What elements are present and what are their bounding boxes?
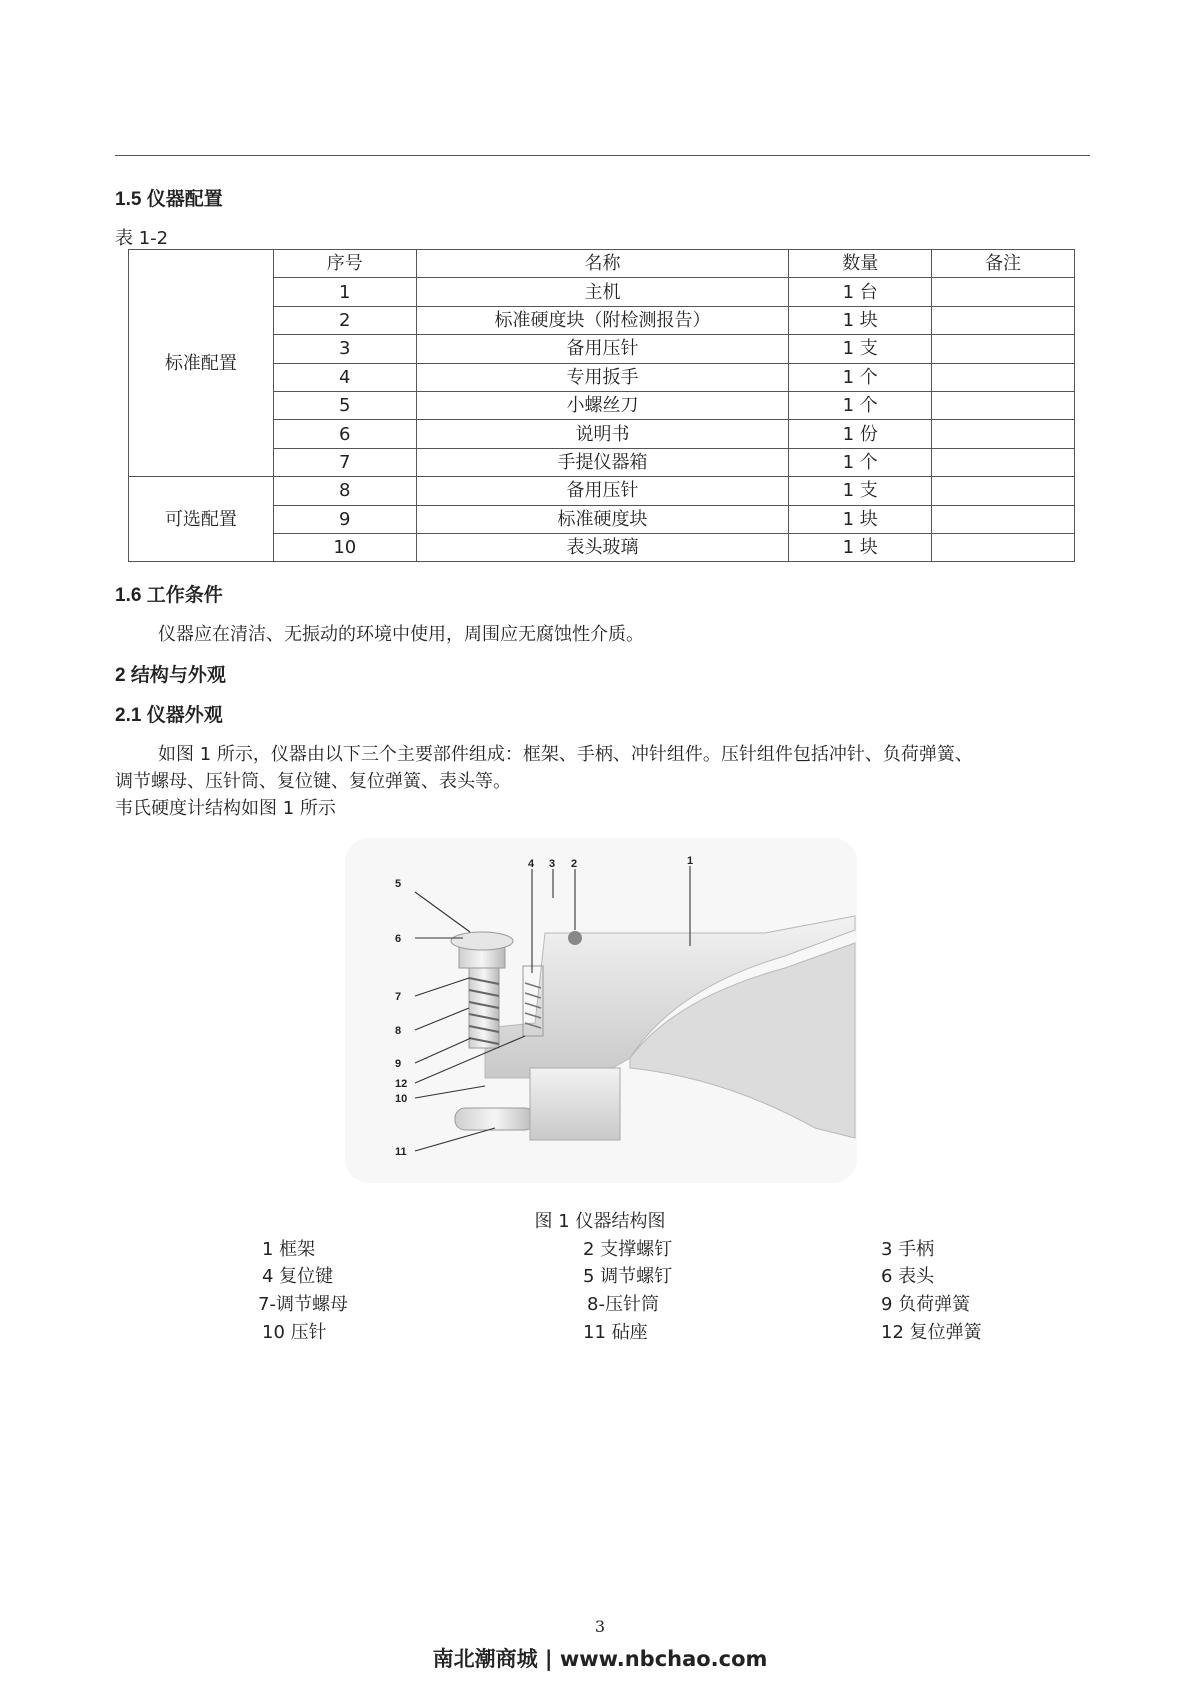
callout-label: 4: [528, 858, 535, 870]
cell-no: 8: [273, 477, 416, 505]
hardness-tester-figure: [345, 838, 857, 1183]
cell-qty: 1 份: [789, 420, 932, 448]
callout-label: 2: [571, 858, 578, 870]
frame-base: [530, 1068, 620, 1140]
cell-no: 4: [273, 363, 416, 391]
legend-item: 3 手柄: [881, 1239, 935, 1260]
cell-no: 3: [273, 335, 416, 363]
cell-name: 备用压针: [416, 335, 789, 363]
cell-no: 7: [273, 448, 416, 476]
cell-no: 5: [273, 391, 416, 419]
legend-item: 1 框架: [262, 1239, 316, 1260]
cell-no: 10: [273, 533, 416, 561]
header-cell: 备注: [932, 250, 1075, 278]
anvil: [455, 1108, 535, 1130]
header-rule: [115, 155, 1090, 156]
section-2-1-heading: 2.1 仪器外观: [115, 705, 223, 726]
footer-site-link[interactable]: 南北潮商城 | www.nbchao.com: [432, 1647, 768, 1671]
callout-label: 1: [687, 855, 694, 867]
cell-qty: 1 个: [789, 391, 932, 419]
callout-label: 11: [395, 1146, 407, 1158]
callout-label: 7: [395, 991, 402, 1003]
group-cell-optional: 可选配置: [129, 477, 274, 562]
cell-note: [932, 306, 1075, 334]
cell-name: 表头玻璃: [416, 533, 789, 561]
legend-item: 6 表头: [881, 1266, 935, 1287]
table-caption: 表 1-2: [115, 228, 169, 249]
cell-qty: 1 支: [789, 335, 932, 363]
section-1-5-heading: 1.5 仪器配置: [115, 189, 223, 210]
cell-name: 手提仪器箱: [416, 448, 789, 476]
cell-note: [932, 278, 1075, 306]
cell-note: [932, 505, 1075, 533]
legend-item: 7-调节螺母: [258, 1294, 348, 1315]
cell-qty: 1 个: [789, 448, 932, 476]
cell-note: [932, 477, 1075, 505]
table-header-row: [129, 250, 1075, 278]
cell-no: 1: [273, 278, 416, 306]
cell-qty: 1 块: [789, 306, 932, 334]
cell-qty: 1 个: [789, 363, 932, 391]
callout-label: 9: [395, 1058, 402, 1070]
cell-qty: 1 块: [789, 505, 932, 533]
cell-qty: 1 块: [789, 533, 932, 561]
cell-no: 9: [273, 505, 416, 533]
legend-item: 12 复位弹簧: [881, 1322, 982, 1343]
header-cell: 数量: [789, 250, 932, 278]
adjust-screw-top: [451, 932, 513, 950]
legend-item: 4 复位键: [262, 1266, 334, 1287]
legend-item: 11 砧座: [583, 1322, 648, 1343]
cell-no: 6: [273, 420, 416, 448]
config-table: [128, 249, 1075, 562]
group-cell-standard: 标准配置: [129, 250, 274, 477]
cell-name: 小螺丝刀: [416, 391, 789, 419]
cell-note: [932, 420, 1075, 448]
callout-label: 5: [395, 878, 402, 890]
callout-label: 8: [395, 1025, 402, 1037]
table-row: [129, 477, 1075, 505]
cell-name: 专用扳手: [416, 363, 789, 391]
callout-label: 12: [395, 1078, 408, 1090]
paragraph-line: 如图 1 所示，仪器由以下三个主要部件组成：框架、手柄、冲针组件。压针组件包括冲针、负荷弹簧、: [158, 744, 973, 765]
paragraph-line: 调节螺母、压针筒、复位键、复位弹簧、表头等。: [115, 771, 511, 792]
cell-note: [932, 391, 1075, 419]
cell-note: [932, 363, 1075, 391]
section-1-6-body: 仪器应在清洁、无振动的环境中使用，周围应无腐蚀性介质。: [158, 624, 644, 645]
cell-name: 标准硬度块: [416, 505, 789, 533]
support-screw-hole: [568, 931, 582, 945]
header-cell: 名称: [416, 250, 789, 278]
cell-qty: 1 台: [789, 278, 932, 306]
callout-label: 3: [549, 858, 556, 870]
paragraph-line: 韦氏硬度计结构如图 1 所示: [115, 798, 336, 819]
legend-item: 8-压针筒: [587, 1294, 659, 1315]
legend-item: 10 压针: [262, 1322, 327, 1343]
cell-name: 标准硬度块（附检测报告）: [416, 306, 789, 334]
page-number: 3: [594, 1617, 606, 1636]
cell-no: 2: [273, 306, 416, 334]
cell-qty: 1 支: [789, 477, 932, 505]
header-cell: 序号: [273, 250, 416, 278]
legend-item: 2 支撑螺钉: [583, 1239, 673, 1260]
cell-name: 主机: [416, 278, 789, 306]
legend-item: 9 负荷弹簧: [881, 1294, 971, 1315]
cell-note: [932, 448, 1075, 476]
cell-note: [932, 533, 1075, 561]
callout-label: 10: [395, 1093, 408, 1105]
section-2-heading: 2 结构与外观: [115, 665, 226, 686]
callout-label: 6: [395, 933, 402, 945]
cell-name: 备用压针: [416, 477, 789, 505]
cell-name: 说明书: [416, 420, 789, 448]
legend-item: 5 调节螺钉: [583, 1266, 673, 1287]
figure-caption: 图 1 仪器结构图: [534, 1211, 666, 1232]
section-1-6-heading: 1.6 工作条件: [115, 585, 223, 606]
cell-note: [932, 335, 1075, 363]
